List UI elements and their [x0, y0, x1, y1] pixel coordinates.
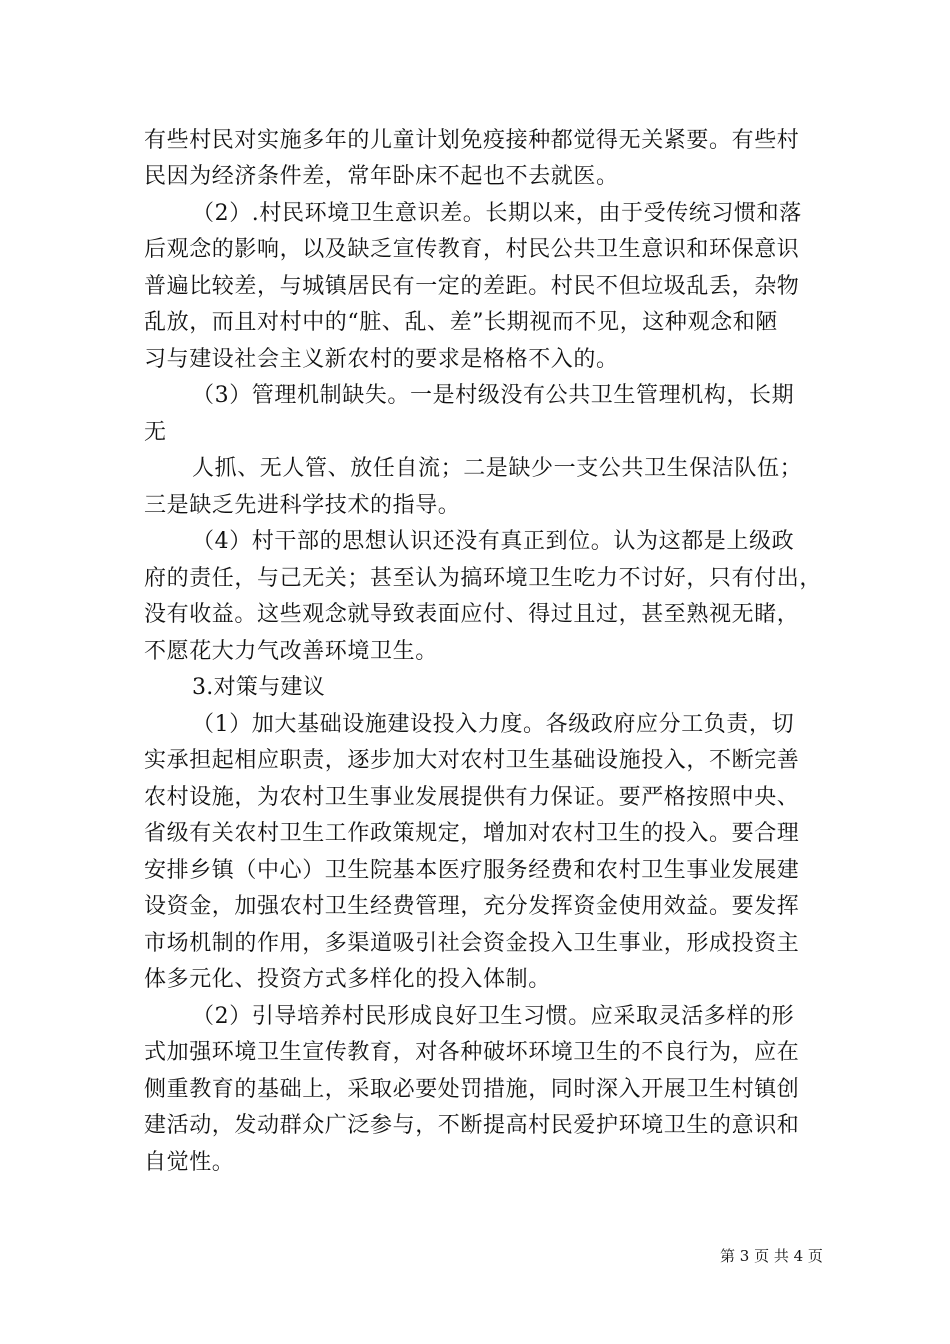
- section-heading: 3.对策与建议: [192, 675, 326, 700]
- body-line: 没有收益。这些观念就导致表面应付、得过且过，甚至熟视无睹，: [144, 602, 800, 627]
- body-line: 府的责任，与己无关；甚至认为搞环境卫生吃力不讨好，只有付出，: [144, 566, 823, 591]
- body-line: 不愿花大力气改善环境卫生。: [144, 639, 438, 664]
- body-line: 普遍比较差，与城镇居民有一定的差距。村民不但垃圾乱丢，杂物: [144, 274, 800, 299]
- body-line: （4）村干部的思想认识还没有真正到位。认为这都是上级政: [192, 529, 795, 554]
- body-line: 乱放，而且对村中的“脏、乱、差”长期视而不见，这种观念和陋: [144, 310, 778, 335]
- body-line: 后观念的影响，以及缺乏宣传教育，村民公共卫生意识和环保意识: [144, 237, 800, 262]
- body-line: 侧重教育的基础上，采取必要处罚措施，同时深入开展卫生村镇创: [144, 1077, 800, 1102]
- body-line: （2）引导培养村民形成良好卫生习惯。应采取灵活多样的形: [192, 1004, 795, 1029]
- body-line: 民因为经济条件差，常年卧床不起也不去就医。: [144, 164, 619, 189]
- body-line: （2）.村民环境卫生意识差。长期以来，由于受传统习惯和落: [192, 201, 802, 226]
- body-line: （3）管理机制缺失。一是村级没有公共卫生管理机构，长期: [192, 383, 795, 408]
- body-line: 体多元化、投资方式多样化的投入体制。: [144, 967, 551, 992]
- body-line: 省级有关农村卫生工作政策规定，增加对农村卫生的投入。要合理: [144, 821, 800, 846]
- body-line: 安排乡镇（中心）卫生院基本医疗服务经费和农村卫生事业发展建: [144, 858, 800, 883]
- body-line: 实承担起相应职责，逐步加大对农村卫生基础设施投入，不断完善: [144, 748, 800, 773]
- body-line: 人抓、无人管、放任自流；二是缺少一支公共卫生保洁队伍；: [192, 456, 803, 481]
- body-line: 建活动，发动群众广泛参与，不断提高村民爱护环境卫生的意识和: [144, 1113, 800, 1138]
- body-line: 设资金，加强农村卫生经费管理，充分发挥资金使用效益。要发挥: [144, 894, 800, 919]
- body-line: 市场机制的作用，多渠道吸引社会资金投入卫生事业，形成投资主: [144, 931, 800, 956]
- body-line: 三是缺乏先进科学技术的指导。: [144, 493, 461, 518]
- body-line: （1）加大基础设施建设投入力度。各级政府应分工负责，切: [192, 712, 795, 737]
- body-line: 式加强环境卫生宣传教育，对各种破坏环境卫生的不良行为，应在: [144, 1040, 800, 1065]
- body-line: 自觉性。: [144, 1150, 235, 1175]
- body-line: 有些村民对实施多年的儿童计划免疫接种都觉得无关紧要。有些村: [144, 128, 800, 153]
- body-line: 习与建设社会主义新农村的要求是格格不入的。: [144, 347, 619, 372]
- page-number: 第 3 页 共 4 页: [720, 1247, 823, 1265]
- body-line: 无: [144, 420, 167, 445]
- body-line: 农村设施，为农村卫生事业发展提供有力保证。要严格按照中央、: [144, 785, 800, 810]
